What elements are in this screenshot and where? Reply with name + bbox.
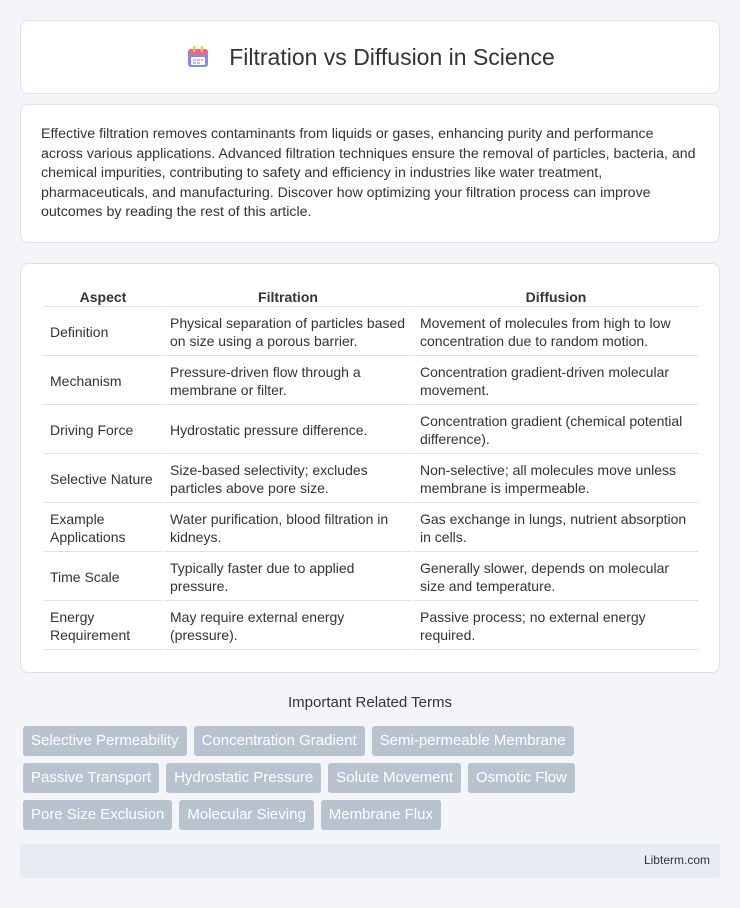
table-row xyxy=(44,603,698,650)
table-row xyxy=(44,358,698,405)
tag-hydrostatic-pressure[interactable]: Hydrostatic Pressure xyxy=(166,763,321,793)
header xyxy=(185,44,555,71)
header-card xyxy=(20,20,720,94)
related-terms-tags xyxy=(23,726,723,837)
intro-card xyxy=(20,104,720,243)
table-cell-diffusion: Gas exchange in lungs, nutrient absorption in cells. xyxy=(414,505,698,552)
table-header-aspect: Aspect xyxy=(44,286,162,307)
tag-concentration-gradient[interactable]: Concentration Gradient xyxy=(194,726,365,756)
table-cell-aspect: Definition xyxy=(44,309,162,356)
table-cell-filtration: Hydrostatic pressure difference. xyxy=(164,407,412,454)
table-cell-diffusion: Generally slower, depends on molecular size and temperature. xyxy=(414,554,698,601)
table-cell-aspect: Driving Force xyxy=(44,407,162,454)
tag-solute-movement[interactable]: Solute Movement xyxy=(328,763,461,793)
table-cell-filtration: Physical separation of particles based on size using a porous barrier. xyxy=(164,309,412,356)
table-row xyxy=(44,554,698,601)
tag-row xyxy=(23,726,723,756)
table-cell-aspect: Example Applications xyxy=(44,505,162,552)
table-cell-filtration: Typically faster due to applied pressure. xyxy=(164,554,412,601)
footer xyxy=(20,844,720,878)
table-cell-filtration: Water purification, blood filtration in kidneys. xyxy=(164,505,412,552)
tag-passive-transport[interactable]: Passive Transport xyxy=(23,763,159,793)
tag-semi-permeable-membrane[interactable]: Semi-permeable Membrane xyxy=(372,726,574,756)
table-cell-aspect: Selective Nature xyxy=(44,456,162,503)
calendar-icon xyxy=(185,44,211,70)
table-row xyxy=(44,505,698,552)
comparison-table-card xyxy=(20,263,720,673)
table-header-row xyxy=(44,286,698,307)
footer-site-link[interactable]: Libterm.com xyxy=(643,853,710,867)
table-cell-aspect: Energy Requirement xyxy=(44,603,162,650)
table-cell-aspect: Mechanism xyxy=(44,358,162,405)
tag-molecular-sieving[interactable]: Molecular Sieving xyxy=(179,800,313,830)
tag-selective-permeability[interactable]: Selective Permeability xyxy=(23,726,187,756)
table-cell-filtration: Pressure-driven flow through a membrane or filter. xyxy=(164,358,412,405)
table-row xyxy=(44,456,698,503)
table-row xyxy=(44,309,698,356)
table-cell-diffusion: Passive process; no external energy required. xyxy=(414,603,698,650)
table-cell-diffusion: Concentration gradient-driven molecular movement. xyxy=(414,358,698,405)
tag-row xyxy=(23,800,723,830)
table-header-diffusion: Diffusion xyxy=(414,286,698,307)
table-row xyxy=(44,407,698,454)
table-cell-filtration: May require external energy (pressure). xyxy=(164,603,412,650)
comparison-table xyxy=(42,284,700,652)
tag-osmotic-flow[interactable]: Osmotic Flow xyxy=(468,763,575,793)
table-cell-diffusion: Movement of molecules from high to low concentration due to random motion. xyxy=(414,309,698,356)
table-cell-aspect: Time Scale xyxy=(44,554,162,601)
table-cell-diffusion: Concentration gradient (chemical potential difference). xyxy=(414,407,698,454)
related-terms-title: Important Related Terms xyxy=(288,694,452,711)
table-cell-filtration: Size-based selectivity; excludes particles above pore size. xyxy=(164,456,412,503)
intro-paragraph: Effective filtration removes contaminants from liquids or gases, enhancing purity and performance across various applications. Advanced filtration techniques ensure the removal of particles, bacteria, and chemical impurities, contributing to safety and efficiency in industries like water treatment, pharmaceuticals, and manufacturing. Discover how optimizing your filtration process can improve outcomes by reading the rest of this article. xyxy=(41,126,696,221)
tag-membrane-flux[interactable]: Membrane Flux xyxy=(321,800,441,830)
tag-row xyxy=(23,763,723,793)
tag-pore-size-exclusion[interactable]: Pore Size Exclusion xyxy=(23,800,172,830)
table-header-filtration: Filtration xyxy=(164,286,412,307)
page-title: Filtration vs Diffusion in Science xyxy=(229,43,555,70)
table-cell-diffusion: Non-selective; all molecules move unless membrane is impermeable. xyxy=(414,456,698,503)
